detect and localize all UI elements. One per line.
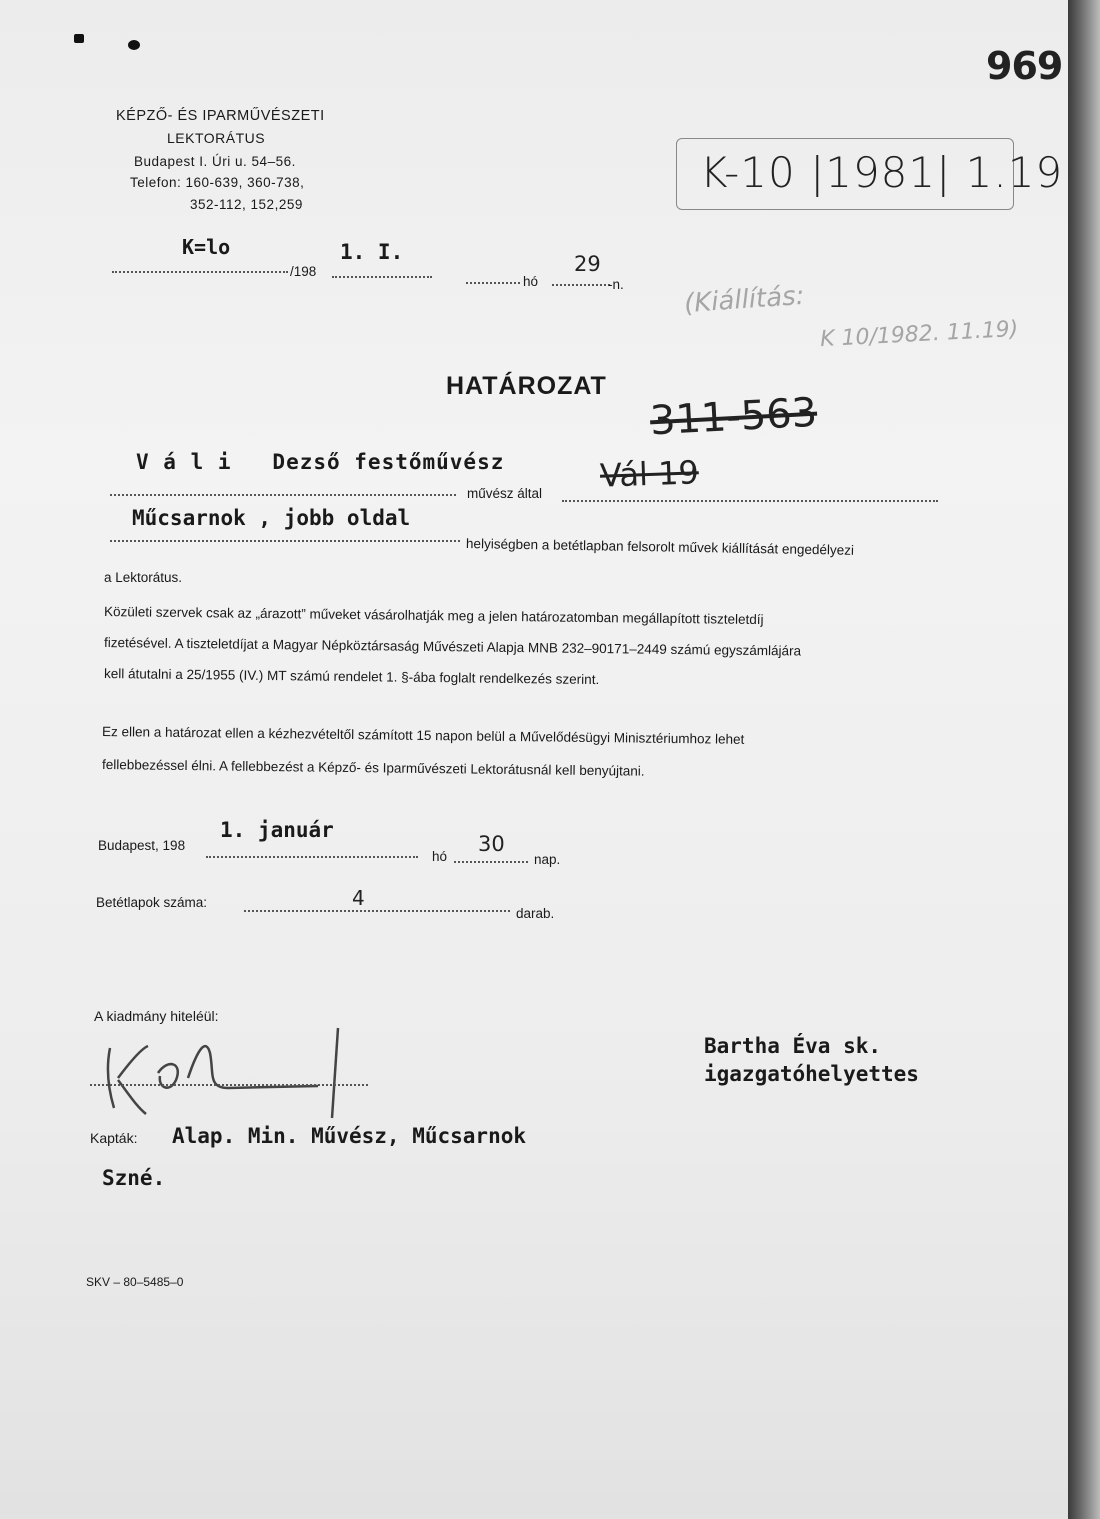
punch-mark (128, 40, 140, 50)
dotted-line (552, 284, 610, 286)
registry-stamp: K-10 |1981| 1.19 (700, 148, 1064, 197)
document-title: HATÁROZAT (446, 372, 607, 400)
dotted-line (244, 910, 510, 912)
venue-value: Műcsarnok , jobb oldal (132, 506, 411, 530)
issuer-name-line2: LEKTORÁTUS (167, 130, 266, 146)
date-month: 1. január (220, 818, 334, 842)
page-number: 969 (986, 44, 1063, 88)
punch-mark (74, 34, 84, 43)
signatory-name: Bartha Éva sk. (704, 1034, 882, 1058)
reference-day-suffix: -n. (608, 277, 624, 292)
date-nap: nap. (534, 852, 561, 867)
recipients-list: Alap. Min. Művész, Műcsarnok (172, 1124, 527, 1148)
date-ho: hó (432, 849, 448, 864)
dotted-line (454, 861, 528, 863)
inserts-unit: darab. (516, 906, 555, 921)
artist-label: művész által (467, 486, 543, 501)
signatory-title: igazgatóhelyettes (704, 1062, 919, 1086)
side-note-line2: K 10/1982. 11.19) (819, 316, 1019, 353)
artist-handwritten-note: Vál 19 (599, 453, 700, 495)
certification-label: A kiadmány hiteléül: (94, 1008, 219, 1024)
reference-day-value: 29 (574, 252, 601, 276)
reference-year-value: 1. I. (340, 240, 404, 264)
issuer-phone-line2: 352-112, 152,259 (190, 197, 303, 212)
reference-year-label: /198 (290, 264, 317, 279)
paragraph-line: Ez ellen a határozat ellen a kézhezvételtől számított 15 napon belül a Művelődésügyi Minisztériumhoz lehet (101, 724, 745, 747)
date-day: 30 (478, 832, 505, 856)
dotted-line (206, 856, 418, 858)
reference-number: K=lo (182, 235, 231, 259)
form-code: SKV – 80–5485–0 (86, 1275, 184, 1289)
handwritten-signature (88, 1018, 388, 1128)
dotted-line (90, 1084, 368, 1086)
file-number-struck: 311-563 (648, 389, 819, 445)
dotted-line (110, 494, 456, 496)
venue-label: helyiségben a betétlapban felsorolt művek kiállítását engedélyezi (465, 536, 855, 558)
paragraph-line: fizetésével. A tiszteletdíjat a Magyar Népköztársaság Művészeti Alapja MNB 232–90171–2449 számú egyszámlájára (103, 635, 802, 659)
recipients-extra: Szné. (102, 1166, 166, 1190)
issuer-phone-line1: Telefon: 160-639, 360-738, (130, 175, 305, 190)
issuer-address: Budapest I. Úri u. 54–56. (134, 154, 296, 169)
venue-label-cont: a Lektorátus. (104, 570, 183, 585)
dotted-line (110, 540, 460, 542)
paragraph-line: Közületi szervek csak az „árazott” műveket vásárolhatják meg a jelen határozatomban megállapított tiszteletdíj (103, 604, 764, 628)
dotted-line (332, 276, 432, 278)
issuer-name-line1: KÉPZŐ- ÉS IPARMŰVÉSZETI (116, 108, 325, 124)
scan-edge (1068, 0, 1100, 1519)
side-note-line1: (Kiállítás: (683, 280, 806, 320)
dotted-line (112, 271, 288, 273)
artist-name: V á l i Dezső festőművész (136, 450, 505, 474)
dotted-line (466, 282, 520, 284)
dotted-line (562, 500, 938, 502)
date-label: Budapest, 198 (98, 838, 186, 853)
inserts-value: 4 (352, 886, 365, 910)
paragraph-line: fellebbezéssel élni. A fellebbezést a Képző- és Iparművészeti Lektorátusnál kell benyújtani. (101, 757, 645, 779)
reference-month-label: hó (523, 274, 539, 289)
inserts-label: Betétlapok száma: (96, 895, 208, 910)
recipients-label: Kapták: (90, 1130, 138, 1146)
paragraph-line: kell átutalni a 25/1955 (IV.) MT számú rendelet 1. §-ába foglalt rendelkezés szerint. (103, 666, 600, 688)
